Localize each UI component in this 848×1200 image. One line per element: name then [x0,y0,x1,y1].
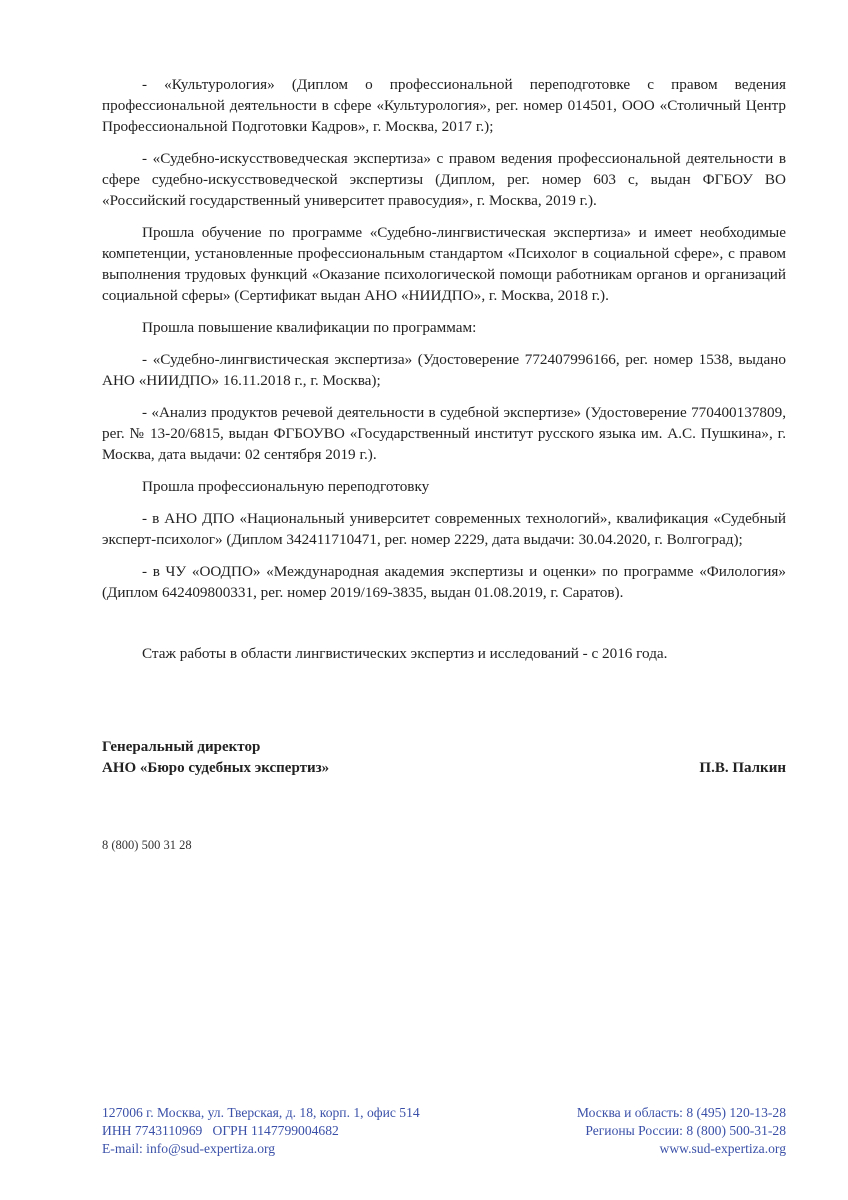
signature-organization: АНО «Бюро судебных экспертиз» [102,760,330,776]
footer-right [577,1104,786,1158]
document-body [102,74,786,675]
footer-ids: ИНН 7743110969 ОГРН 1147799004682 [102,1123,339,1138]
paragraph-speech-analysis: - «Анализ продуктов речевой деятельности в судебной экспертизе» (Удостоверение 770400137809, рег. № 13-20/6815, выдан ФГБОУВО «Государственный институт русского языка им. А.С. Пушкина», г. Москва, дата выдачи: 02 сентября 2019 г.). [102,404,786,463]
paragraph-training: Прошла обучение по программе «Судебно-лингвистическая экспертиза» и имеет необходимые компетенции, установленные профессиональным стандартом «Психолог в социальной сфере», с правом выполнения трудовых функций «Оказание психологической помощи работникам органов и организаций социальной сферы» (Сертификат выдан АНО «НИИДПО», г. Москва, 2018 г.). [102,224,786,304]
paragraph-psychologist: - в АНО ДПО «Национальный университет современных технологий», квалификация «Судебный эксперт-психолог» (Диплом 342411710471, рег. номер 2229, дата выдачи: 30.04.2020, г. Волгоград); [102,510,786,548]
footer-phone-regions: Регионы России: 8 (800) 500-31-28 [585,1123,786,1138]
paragraph-qualification-heading: Прошла повышение квалификации по программам: [142,319,477,336]
footer-address: 127006 г. Москва, ул. Тверская, д. 18, корп. 1, офис 514 [102,1105,420,1120]
contact-phone: 8 (800) 500 31 28 [102,838,192,852]
footer-website-link[interactable]: www.sud-expertiza.org [659,1141,786,1156]
paragraph-experience: Стаж работы в области лингвистических экспертиз и исследований - с 2016 года. [142,645,668,662]
paragraph-linguistic-expertise: - «Судебно-лингвистическая экспертиза» (Удостоверение 772407996166, рег. номер 1538, выдано АНО «НИИДПО» 16.11.2018 г., г. Москва); [102,351,786,389]
footer-left [102,1104,420,1158]
signature-name: П.В. Палкин [699,760,786,776]
signature-block [102,737,786,779]
paragraph-culturology: - «Культурология» (Диплом о профессиональной переподготовке с правом ведения профессиональной деятельности в сфере «Культурология», рег. номер 014501, ООО «Столичный Центр Профессиональной Подготовки Кадров», г. Москва, 2017 г.); [102,76,786,135]
paragraph-philology: - в ЧУ «ООДПО» «Международная академия экспертизы и оценки» по программе «Филология» (Диплом 642409800331, рег. номер 2019/169-3835, выдан 01.08.2019, г. Саратов). [102,563,786,601]
footer-phone-moscow: Москва и область: 8 (495) 120-13-28 [576,1105,786,1120]
signature-position: Генеральный директор [102,739,261,755]
footer-email-link[interactable]: E-mail: info@sud-expertiza.org [102,1141,276,1156]
paragraph-art-expertise: - «Судебно-искусствоведческая экспертиза» с правом ведения профессиональной деятельности в сфере судебно-искусствоведческой экспертизы (Диплом, рег. номер 603 с, выдан ФГБОУ ВО «Российский государственный университет правосудия», г. Москва, 2019 г.). [102,150,786,209]
paragraph-retraining-heading: Прошла профессиональную переподготовку [142,478,430,495]
